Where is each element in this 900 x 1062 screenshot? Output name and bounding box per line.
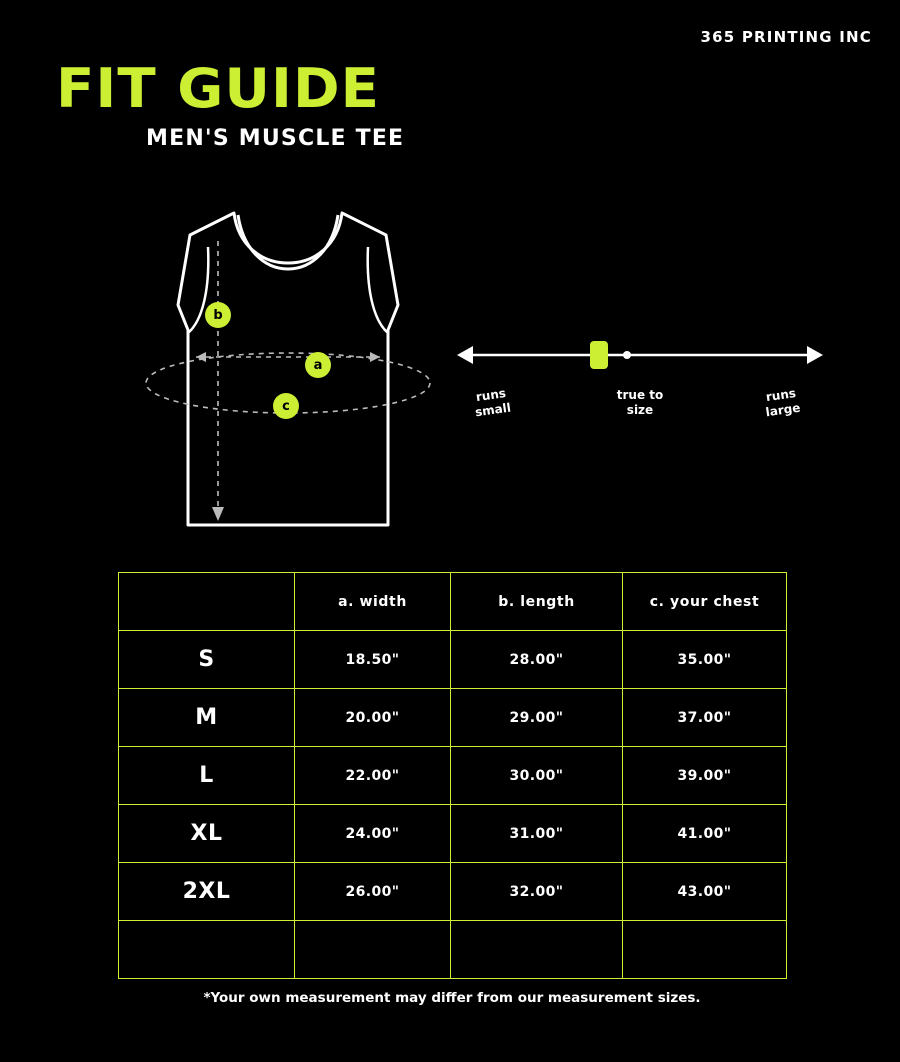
- table-row: [119, 863, 787, 921]
- cell-length: 32.00": [451, 863, 623, 921]
- cell-chest: 43.00": [623, 863, 787, 921]
- scale-label-runs-large: runs large: [764, 386, 802, 420]
- cell-width: [295, 921, 451, 979]
- cell-size: [119, 921, 295, 979]
- size-chart-table: [118, 572, 787, 979]
- cell-size: XL: [119, 805, 295, 863]
- cell-chest: [623, 921, 787, 979]
- cell-chest: 41.00": [623, 805, 787, 863]
- header-cell-chest: c. your chest: [623, 573, 787, 631]
- scale-label-runs-small: runs small: [474, 386, 512, 420]
- scale-label-true-to-size: true to size: [616, 388, 664, 417]
- cell-width: 22.00": [295, 747, 451, 805]
- fit-scale-labels: [455, 382, 825, 432]
- brand-name: 365 PRINTING INC: [700, 28, 872, 46]
- fit-scale-handle[interactable]: [590, 341, 608, 369]
- muscle-tee-illustration: [110, 185, 450, 550]
- marker-c: c: [273, 393, 299, 419]
- cell-length: 29.00": [451, 689, 623, 747]
- header-cell-blank: [119, 573, 295, 631]
- page-title: FIT GUIDE: [56, 57, 381, 120]
- cell-size: 2XL: [119, 863, 295, 921]
- cell-chest: 39.00": [623, 747, 787, 805]
- cell-chest: 37.00": [623, 689, 787, 747]
- cell-width: 18.50": [295, 631, 451, 689]
- size-table-wrap: [118, 572, 786, 1006]
- table-row: [119, 689, 787, 747]
- marker-a: a: [305, 352, 331, 378]
- header-cell-width: a. width: [295, 573, 451, 631]
- cell-size: S: [119, 631, 295, 689]
- cell-length: 31.00": [451, 805, 623, 863]
- cell-length: 30.00": [451, 747, 623, 805]
- marker-b: b: [205, 302, 231, 328]
- cell-size: L: [119, 747, 295, 805]
- table-row: [119, 805, 787, 863]
- cell-width: 20.00": [295, 689, 451, 747]
- cell-length: 28.00": [451, 631, 623, 689]
- garment-diagram: [110, 185, 450, 550]
- fit-scale-slider[interactable]: [455, 330, 825, 380]
- cell-width: 26.00": [295, 863, 451, 921]
- cell-chest: 35.00": [623, 631, 787, 689]
- measurement-footnote: *Your own measurement may differ from our measurement sizes.: [203, 990, 701, 1006]
- table-row-empty: [119, 921, 787, 979]
- table-row: [119, 747, 787, 805]
- page-subtitle: MEN'S MUSCLE TEE: [146, 126, 405, 151]
- table-header-row: [119, 573, 787, 631]
- cell-length: [451, 921, 623, 979]
- cell-width: 24.00": [295, 805, 451, 863]
- fit-scale: [455, 330, 825, 440]
- table-row: [119, 631, 787, 689]
- header-cell-length: b. length: [451, 573, 623, 631]
- cell-size: M: [119, 689, 295, 747]
